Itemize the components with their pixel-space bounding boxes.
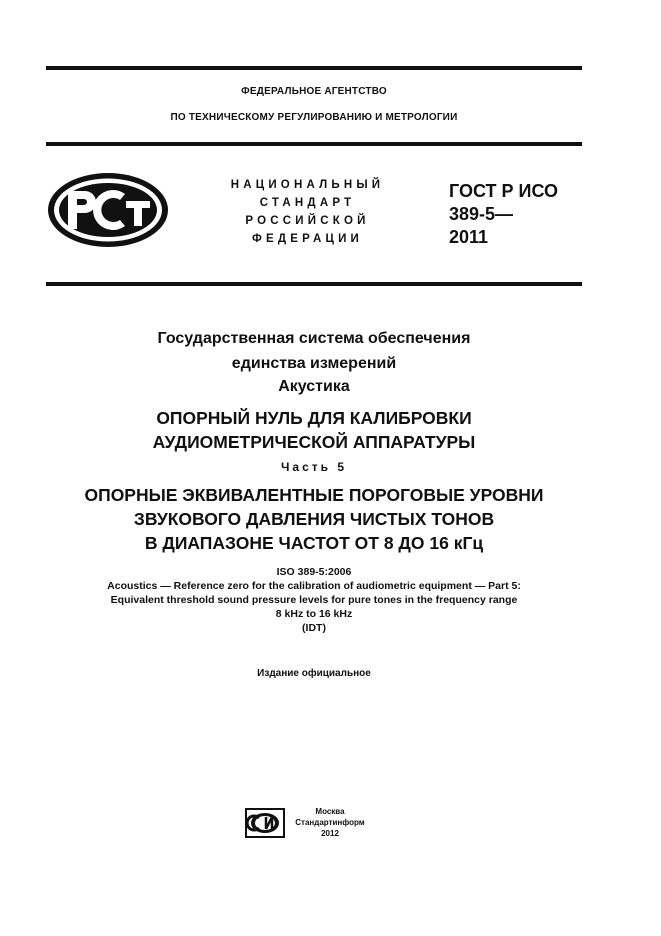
- sub-title-line: ОПОРНЫЕ ЭКВИВАЛЕНТНЫЕ ПОРОГОВЫЕ УРОВНИ: [84, 485, 544, 505]
- system-title-line: Государственная система обеспечения: [157, 330, 471, 347]
- national-standard-line: ФЕДЕРАЦИИ: [251, 233, 364, 245]
- rst-emblem-icon: [46, 171, 170, 249]
- national-standard-label: [210, 176, 405, 248]
- sub-title: [46, 483, 582, 555]
- bottom-header-rule: [46, 282, 582, 286]
- publisher-line: Москва: [315, 807, 345, 816]
- top-rule: [46, 66, 582, 70]
- sub-title-line: ЗВУКОВОГО ДАВЛЕНИЯ ЧИСТЫХ ТОНОВ: [133, 509, 495, 529]
- system-title-line: единства измерений: [231, 355, 397, 372]
- standartinform-logo-icon: [245, 808, 285, 838]
- designation-line: 389-5—: [449, 204, 514, 224]
- designation-line: 2011: [449, 227, 489, 247]
- field-title: Акустика: [278, 378, 350, 395]
- main-title-line: АУДИОМЕТРИЧЕСКОЙ АППАРАТУРЫ: [152, 432, 476, 452]
- designation-line: ГОСТ Р ИСО: [449, 181, 559, 201]
- iso-line: Equivalent threshold sound pressure levels for pure tones in the frequency range: [110, 594, 518, 606]
- agency-line-1: ФЕДЕРАЛЬНОЕ АГЕНТСТВО: [241, 86, 387, 97]
- iso-line: Acoustics — Reference zero for the calibration of audiometric equipment — Part 5:: [107, 580, 521, 592]
- system-title: [46, 326, 582, 376]
- main-title: [46, 406, 582, 454]
- national-standard-line: РОССИЙСКОЙ: [245, 215, 370, 227]
- middle-rule: [46, 142, 582, 146]
- national-standard-line: СТАНДАРТ: [259, 197, 356, 209]
- national-standard-line: НАЦИОНАЛЬНЫЙ: [230, 179, 385, 191]
- iso-reference: [46, 565, 582, 635]
- main-title-line: ОПОРНЫЙ НУЛЬ ДЛЯ КАЛИБРОВКИ: [156, 408, 472, 428]
- sub-title-line: В ДИАПАЗОНЕ ЧАСТОТ ОТ 8 ДО 16 кГц: [144, 533, 484, 553]
- iso-line: ISO 389-5:2006: [276, 566, 352, 578]
- iso-line: (IDT): [302, 622, 326, 634]
- publisher-line: Стандартинформ: [295, 818, 365, 827]
- publisher-info: [295, 806, 365, 839]
- standard-designation: [449, 180, 558, 249]
- part-label: Часть 5: [280, 460, 348, 474]
- official-edition-label: Издание официальное: [257, 668, 371, 679]
- agency-line-2: ПО ТЕХНИЧЕСКОМУ РЕГУЛИРОВАНИЮ И МЕТРОЛОГИИ: [170, 112, 458, 123]
- publisher-line: 2012: [321, 829, 339, 838]
- iso-line: 8 kHz to 16 kHz: [275, 608, 353, 620]
